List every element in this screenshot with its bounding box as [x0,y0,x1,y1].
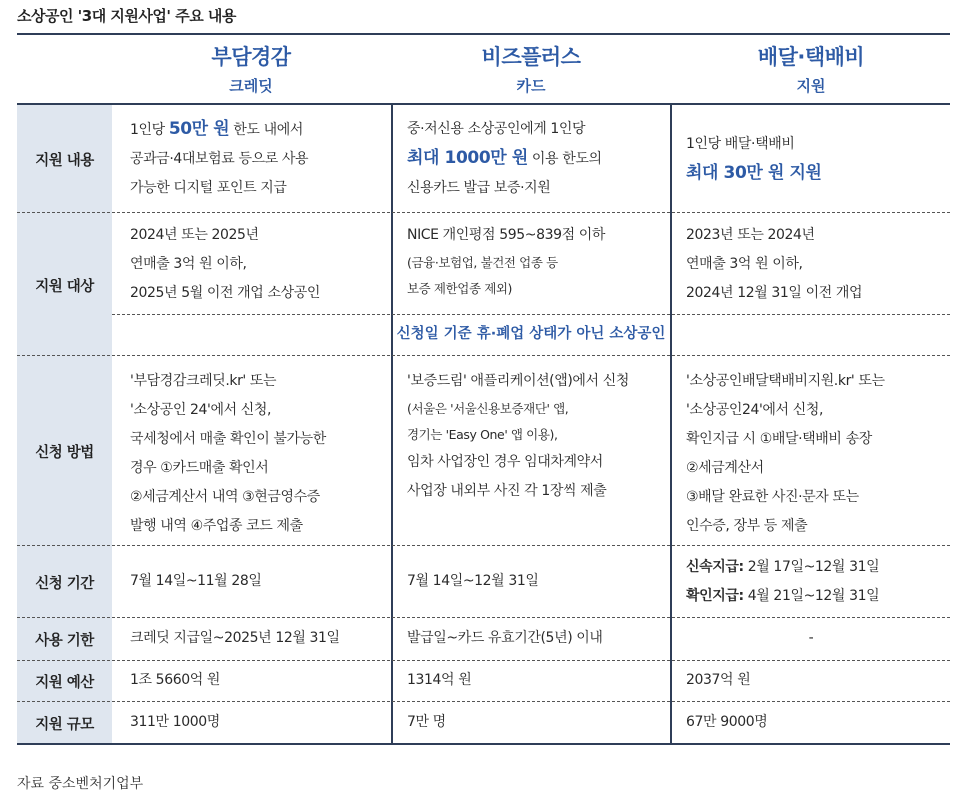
column-subtitle: 카드 [516,77,546,95]
cell-method-credit [130,367,326,541]
highlight-amount: 50만 원 [168,119,230,139]
text: 경기는 'Easy One' 앱 이용), [407,427,558,442]
header-rule [17,103,950,105]
cell-usage-credit: 크레딧 지급일~2025년 12월 31일 [130,630,340,646]
text: 보증 제한업종 제외) [407,281,513,296]
cell-period-credit: 7월 14일~11월 28일 [130,573,262,589]
text: 신속지급: [686,559,744,575]
row-divider [17,701,950,702]
row-label-target: 지원 대상 [35,279,94,295]
cell-content-credit [130,115,308,203]
row-divider [17,355,950,356]
column-title: 비즈플러스 [481,45,581,69]
cell-usage-delivery: - [808,630,814,646]
column-header-card [392,41,670,96]
text: (금융·보험업, 불건전 업종 등 [407,255,558,270]
text: 4월 21일~12월 31일 [743,588,880,604]
row-label-content: 지원 내용 [35,153,94,169]
cell-target-card [407,221,605,302]
text: 연매출 3억 원 이하, [686,256,803,272]
cell-target-delivery [686,221,862,308]
cell-budget-card: 1314억 원 [407,672,472,688]
text: 중·저신용 소상공인에게 1인당 [407,121,586,137]
cell-period-card: 7월 14일~12월 31일 [407,573,539,589]
text: 사업장 내외부 사진 각 1장씩 제출 [407,483,607,499]
text: 2025년 5월 이전 개업 소상공인 [130,285,320,301]
cell-scale-delivery: 67만 9000명 [686,714,768,730]
bottom-rule [17,743,950,745]
row-label-method: 신청 방법 [35,445,94,461]
text: ②세금계산서 [686,460,764,476]
row-divider [17,617,950,618]
support-programs-table [17,35,950,745]
row-label-usage: 사용 기한 [35,633,94,649]
cell-scale-card: 7만 명 [407,714,446,730]
cell-period-delivery [686,553,879,611]
text: '소상공인24'에서 신청, [686,402,824,418]
text: ③배달 완료한 사진·문자 또는 [686,489,859,505]
row-divider [17,212,950,213]
text: '부담경감크레딧.kr' 또는 [130,373,277,389]
column-divider [391,105,393,745]
column-title: 배달·택배비 [757,45,865,69]
column-subtitle: 지원 [796,77,826,95]
text: 인수증, 장부 등 제출 [686,518,808,534]
cell-method-delivery [686,367,885,541]
cell-content-card [407,115,602,203]
row-divider [17,660,950,661]
cell-budget-delivery: 2037억 원 [686,672,751,688]
text: '소상공인 24'에서 신청, [130,402,272,418]
text: 2024년 또는 2025년 [130,227,259,243]
highlight-amount: 최대 30만 원 지원 [686,163,822,183]
text: 확인지급: [686,588,744,604]
table-title: 소상공인 '3대 지원사업' 주요 내용 [17,7,236,25]
text: 신용카드 발급 보증·지원 [407,180,551,196]
text: (서울은 '서울신용보증재단' 앱, [407,401,569,416]
cell-target-credit [130,221,320,308]
text: ②세금계산서 내역 ③현금영수증 [130,489,320,505]
column-header-delivery [672,41,950,96]
highlight-amount: 최대 1000만 원 [407,148,528,168]
column-title: 부담경감 [211,45,291,69]
row-divider [17,545,950,546]
source-note: 자료 중소벤처기업부 [17,776,144,792]
text: NICE 개인평점 595~839점 이하 [407,227,606,243]
row-label-budget: 지원 예산 [35,675,94,691]
text: 2024년 12월 31일 이전 개업 [686,285,863,301]
text: 1인당 [130,122,169,138]
text: '보증드림' 애플리케이션(앱)에서 신청 [407,373,629,389]
row-label-period: 신청 기간 [35,576,94,592]
cell-scale-credit: 311만 1000명 [130,714,220,730]
column-subtitle: 크레딧 [229,77,273,95]
text: 국세청에서 매출 확인이 불가능한 [130,431,326,447]
text: 연매출 3억 원 이하, [130,256,247,272]
common-eligibility-note: 신청일 기준 휴·폐업 상태가 아닌 소상공인 [396,326,666,342]
text: 가능한 디지털 포인트 지급 [130,180,287,196]
text: 1인당 배달·택배비 [686,136,795,152]
text: 2023년 또는 2024년 [686,227,815,243]
text: 2월 17일~12월 31일 [743,559,880,575]
cell-budget-credit: 1조 5660억 원 [130,672,221,688]
text: 한도 내에서 [229,122,303,138]
text: 확인지급 시 ①배달·택배비 송장 [686,431,872,447]
text: 발행 내역 ④주업종 코드 제출 [130,518,303,534]
cell-content-delivery [686,130,822,189]
row-label-scale: 지원 규모 [35,717,94,733]
text: 공과금·4대보험료 등으로 사용 [130,151,309,167]
text: '소상공인배달택배비지원.kr' 또는 [686,373,885,389]
cell-method-card [407,367,629,506]
column-header-credit [112,41,390,96]
text: 이용 한도의 [527,151,602,167]
cell-usage-card: 발급일~카드 유효기간(5년) 이내 [407,630,603,646]
text: 임차 사업장인 경우 임대차계약서 [407,454,603,470]
text: 경우 ①카드매출 확인서 [130,460,269,476]
